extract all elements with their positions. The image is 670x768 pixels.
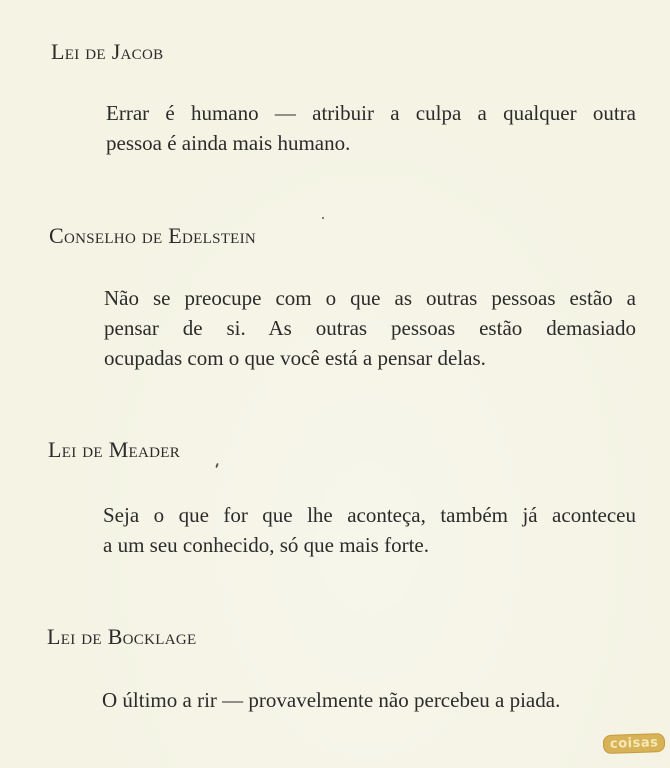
quote-line: pessoa é ainda mais humano. (106, 131, 351, 155)
quote-line: a um seu conhecido, só que mais forte. (103, 533, 429, 557)
entry-title: Lei de Bocklage (47, 624, 197, 649)
entry-quote (102, 685, 642, 715)
quote-line: Não se preocupe com o que as outras pessoas estão a (104, 286, 636, 310)
quote-line: ocupadas com o que você está a pensar delas. (104, 346, 486, 370)
watermark-logo: coisas (603, 734, 664, 753)
entry-title: Lei de Jacob (51, 39, 164, 64)
quote-line: O último a rir — provavelmente não percebeu a piada. (102, 688, 561, 712)
entry-title: Lei de Meader (48, 437, 181, 462)
quote-line: Errar é humano — atribuir a culpa a qualquer outra (106, 101, 636, 125)
entry-quote (104, 283, 636, 373)
quote-line: pensar de si. As outras pessoas estão demasiado (104, 316, 636, 340)
print-speck (215, 463, 219, 468)
entry-quote (103, 500, 636, 560)
quote-line: Seja o que for que lhe aconteça, também já aconteceu (103, 503, 636, 527)
print-speck (322, 217, 324, 219)
entry-title: Conselho de Edelstein (49, 223, 257, 248)
entry-quote (106, 98, 636, 158)
